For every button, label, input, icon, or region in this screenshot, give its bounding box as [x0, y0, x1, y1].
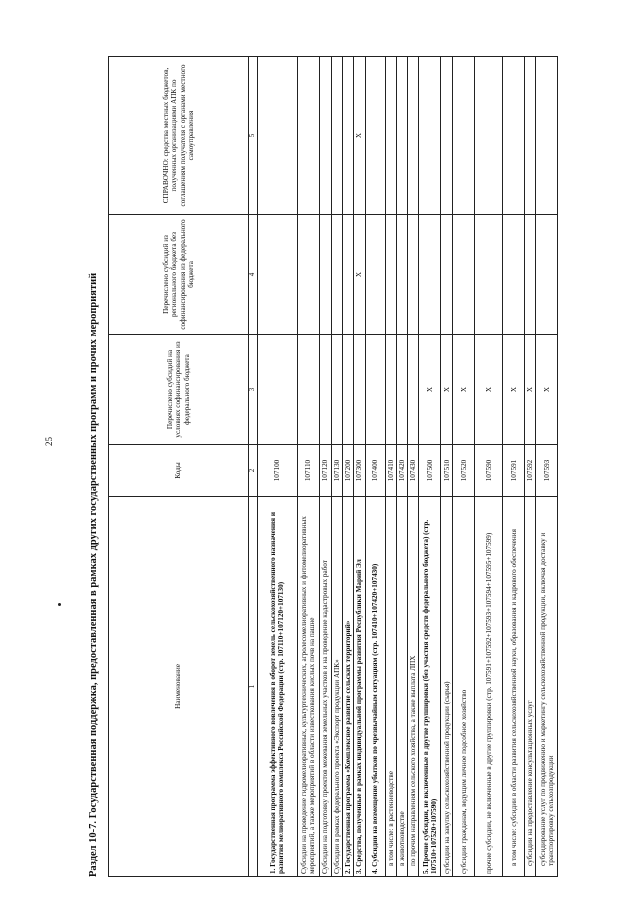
row-col5: [475, 57, 503, 215]
table-row: [397, 57, 408, 877]
row-col5: [441, 57, 453, 215]
row-code: 107200: [342, 445, 353, 497]
row-col3: X: [503, 335, 525, 445]
row-col5: [342, 57, 353, 215]
row-col4: [441, 215, 453, 335]
row-col4: [385, 215, 396, 335]
row-code: 107410: [385, 445, 396, 497]
row-col4: [525, 215, 536, 335]
row-name: Субсидии на подготовку проектов межевания земельных участков и на проведение кадастровых работ: [319, 497, 331, 877]
row-col3: X: [525, 335, 536, 445]
table-row: [475, 57, 503, 877]
section-title: Раздел 10-7. Государственная поддержка, предоставленная в рамках других государственных программ и прочих мероприятий: [88, 272, 99, 877]
row-col3: [397, 335, 408, 445]
row-code: 107520: [453, 445, 475, 497]
row-code: 107420: [397, 445, 408, 497]
row-name: в том числе: в растениеводстве: [385, 497, 396, 877]
row-col3: X: [453, 335, 475, 445]
row-code: 107500: [419, 445, 441, 497]
row-col5: [297, 57, 319, 215]
row-col4: [503, 215, 525, 335]
row-col4: [331, 215, 342, 335]
table-row: [503, 57, 525, 877]
table-row: [385, 57, 396, 877]
row-col5: [331, 57, 342, 215]
row-code: 107430: [408, 445, 419, 497]
table-row: [453, 57, 475, 877]
row-col4: [365, 215, 385, 335]
table-row: [419, 57, 441, 877]
scan-dot: [58, 603, 61, 606]
row-code: 107592: [525, 445, 536, 497]
row-name: в животноводстве: [397, 497, 408, 877]
row-col5: [525, 57, 536, 215]
table-row: [408, 57, 419, 877]
row-name: Субсидии на проведение гидромелиоративных, культуртехнических, агролесомелиоративных и фитомелиоративных мероприятий, а также мероприятий в области известкования кислых почв на пашне: [297, 497, 319, 877]
page-number: 25: [44, 437, 54, 446]
row-col3: [319, 335, 331, 445]
row-col5: [419, 57, 441, 215]
row-code: 107100: [257, 445, 297, 497]
row-col4: [342, 215, 353, 335]
row-code: 107590: [475, 445, 503, 497]
table-row: [365, 57, 385, 877]
row-code: 107591: [503, 445, 525, 497]
row-col3: [365, 335, 385, 445]
header-code: Коды: [109, 445, 249, 497]
row-code: 107593: [536, 445, 558, 497]
col-number: 3: [249, 335, 258, 445]
row-col3: [408, 335, 419, 445]
row-col4: [297, 215, 319, 335]
support-table: [108, 56, 558, 877]
row-col4: X: [353, 215, 365, 335]
row-code: 107300: [353, 445, 365, 497]
col-number: 5: [249, 57, 258, 215]
row-col3: [331, 335, 342, 445]
table-row: [525, 57, 536, 877]
row-col3: [385, 335, 396, 445]
row-col5: [453, 57, 475, 215]
row-col5: [385, 57, 396, 215]
table-body: [257, 57, 557, 877]
table-row: [319, 57, 331, 877]
table-row: [353, 57, 365, 877]
row-col4: [536, 215, 558, 335]
row-name: субсидии на закупку сельскохозяйственной продукции (сырья): [441, 497, 453, 877]
row-col4: [475, 215, 503, 335]
col-number: 1: [249, 497, 258, 877]
row-name: 2. Государственная программа «Комплексное развитие сельских территорий»: [342, 497, 353, 877]
row-col3: [353, 335, 365, 445]
rotated-content: [88, 57, 628, 877]
row-col3: X: [441, 335, 453, 445]
header-name: Наименование: [109, 497, 249, 877]
row-name: прочие субсидии, не включенные в другие группировки (стр. 107591+107592+107593+107594+107595+107599): [475, 497, 503, 877]
table-row: [331, 57, 342, 877]
row-col5: [397, 57, 408, 215]
row-col5: [319, 57, 331, 215]
row-name: субсидии гражданам, ведущим личное подсобное хозяйство: [453, 497, 475, 877]
header-col3: Перечислено субсидий на условиях софинансирования из федерального бюджета: [109, 335, 249, 445]
row-code: 107110: [297, 445, 319, 497]
table-row: [536, 57, 558, 877]
table-row: [441, 57, 453, 877]
row-col3: [297, 335, 319, 445]
row-code: 107400: [365, 445, 385, 497]
row-name: субсидии на предоставление консультационных услуг: [525, 497, 536, 877]
row-col5: [365, 57, 385, 215]
row-code: 107130: [331, 445, 342, 497]
row-col4: [408, 215, 419, 335]
row-code: 107120: [319, 445, 331, 497]
row-name: субсидирование услуг по продвижению и маркетингу сельскохозяйственной продукции, включая доставку и транспортировку сельхозпродукции: [536, 497, 558, 877]
row-name: 1. Государственная программа эффективного вовлечения в оборот земель сельскохозяйственного назначения и развития мелиоративного комплекса Российской Федерации (стр. 107110+107120+107130): [257, 497, 297, 877]
row-col4: [397, 215, 408, 335]
row-col5: [503, 57, 525, 215]
table-row: [342, 57, 353, 877]
row-col3: [257, 335, 297, 445]
header-col4: Перечислено субсидий из регионального бюджета без софинансирования из федерального бюджета: [109, 215, 249, 335]
col-number: 2: [249, 445, 258, 497]
col-number: 4: [249, 215, 258, 335]
row-col5: X: [353, 57, 365, 215]
row-col4: [453, 215, 475, 335]
row-name: 4. Субсидии на возмещение убытков по чрезвычайным ситуациям (стр. 107410+107420+107430): [365, 497, 385, 877]
row-col3: X: [419, 335, 441, 445]
row-col5: [536, 57, 558, 215]
row-col3: X: [475, 335, 503, 445]
row-col5: [408, 57, 419, 215]
row-col5: [257, 57, 297, 215]
row-col4: [419, 215, 441, 335]
row-name: в том числе: субсидии в области развития сельскохозяйственной науки, образования и кадрового обеспечения: [503, 497, 525, 877]
table-row: [257, 57, 297, 877]
row-name: Субсидии в рамках федерального проекта «Экспорт продукции АПК»: [331, 497, 342, 877]
row-name: 3. Средства, полученные в рамках индивидуальной программы развития Республики Марий Эл: [353, 497, 365, 877]
row-code: 107510: [441, 445, 453, 497]
row-name: 5. Прочие субсидии, не включенные в другие группировки (без участия средств федерального бюджета) (стр. 107510+107520+107590): [419, 497, 441, 877]
row-name: по прочим направлениям сельского хозяйства, а также выплата ЛПХ: [408, 497, 419, 877]
table-row: [297, 57, 319, 877]
row-col3: X: [536, 335, 558, 445]
row-col3: [342, 335, 353, 445]
row-col4: [319, 215, 331, 335]
row-col4: [257, 215, 297, 335]
header-col5: СПРАВОЧНО: средства местных бюджетов, полученных организациями АПК по соглашениям получателя с органами местного самоуправления: [109, 57, 249, 215]
